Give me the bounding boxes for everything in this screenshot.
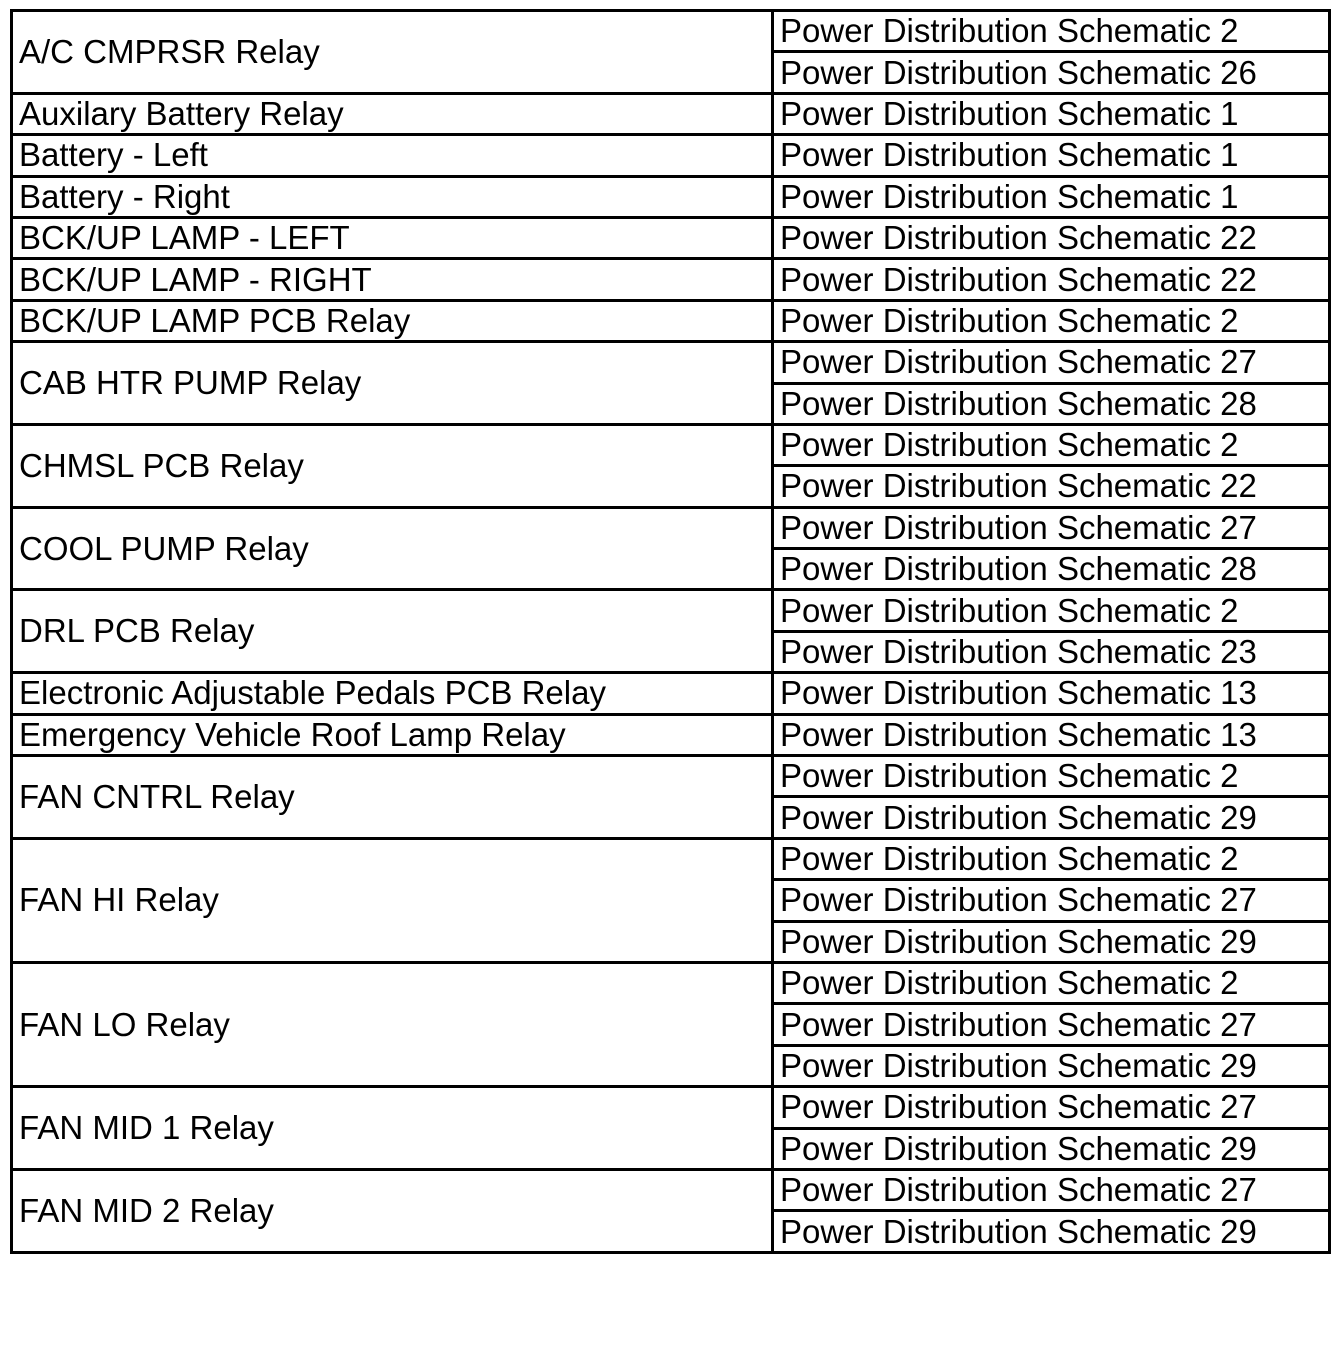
component-name-cell: FAN MID 1 Relay	[12, 1087, 773, 1170]
schematic-reference-cell: Power Distribution Schematic 2	[773, 300, 1330, 341]
component-name-cell: BCK/UP LAMP PCB Relay	[12, 300, 773, 341]
schematic-reference-cell: Power Distribution Schematic 29	[773, 1045, 1330, 1086]
component-name-cell: Emergency Vehicle Roof Lamp Relay	[12, 714, 773, 755]
component-name-cell: A/C CMPRSR Relay	[12, 11, 773, 94]
table-row	[12, 11, 1330, 52]
schematic-reference-cell: Power Distribution Schematic 29	[773, 1211, 1330, 1252]
schematic-reference-cell: Power Distribution Schematic 23	[773, 631, 1330, 672]
component-name-cell: BCK/UP LAMP - LEFT	[12, 217, 773, 258]
schematic-reference-cell: Power Distribution Schematic 2	[773, 424, 1330, 465]
schematic-reference-cell: Power Distribution Schematic 27	[773, 507, 1330, 548]
component-name-cell: Battery - Right	[12, 176, 773, 217]
table-row	[12, 673, 1330, 714]
schematic-reference-cell: Power Distribution Schematic 27	[773, 880, 1330, 921]
schematic-reference-cell: Power Distribution Schematic 1	[773, 135, 1330, 176]
component-name-cell: BCK/UP LAMP - RIGHT	[12, 259, 773, 300]
table-row	[12, 424, 1330, 465]
table-row	[12, 176, 1330, 217]
table-row	[12, 259, 1330, 300]
component-name-cell: CAB HTR PUMP Relay	[12, 342, 773, 425]
component-name-cell: DRL PCB Relay	[12, 590, 773, 673]
schematic-reference-cell: Power Distribution Schematic 22	[773, 217, 1330, 258]
schematic-reference-cell: Power Distribution Schematic 22	[773, 259, 1330, 300]
component-name-cell: Auxilary Battery Relay	[12, 93, 773, 134]
schematic-reference-cell: Power Distribution Schematic 2	[773, 838, 1330, 879]
component-name-cell: Electronic Adjustable Pedals PCB Relay	[12, 673, 773, 714]
schematic-reference-cell: Power Distribution Schematic 2	[773, 962, 1330, 1003]
schematic-reference-cell: Power Distribution Schematic 2	[773, 590, 1330, 631]
schematic-reference-cell: Power Distribution Schematic 13	[773, 673, 1330, 714]
table-row	[12, 590, 1330, 631]
schematic-reference-cell: Power Distribution Schematic 1	[773, 93, 1330, 134]
table-row	[12, 300, 1330, 341]
schematic-reference-cell: Power Distribution Schematic 27	[773, 1169, 1330, 1210]
component-name-cell: Battery - Left	[12, 135, 773, 176]
table-row	[12, 135, 1330, 176]
schematic-reference-cell: Power Distribution Schematic 29	[773, 797, 1330, 838]
table-row	[12, 838, 1330, 879]
component-schematic-table	[10, 9, 1331, 1254]
schematic-reference-cell: Power Distribution Schematic 28	[773, 383, 1330, 424]
table-row	[12, 217, 1330, 258]
schematic-reference-cell: Power Distribution Schematic 2	[773, 11, 1330, 52]
schematic-reference-cell: Power Distribution Schematic 27	[773, 1004, 1330, 1045]
schematic-reference-cell: Power Distribution Schematic 22	[773, 466, 1330, 507]
schematic-reference-cell: Power Distribution Schematic 29	[773, 921, 1330, 962]
table-row	[12, 1169, 1330, 1210]
schematic-reference-cell: Power Distribution Schematic 28	[773, 549, 1330, 590]
table-row	[12, 507, 1330, 548]
component-name-cell: FAN HI Relay	[12, 838, 773, 962]
table-row	[12, 756, 1330, 797]
component-name-cell: FAN CNTRL Relay	[12, 756, 773, 839]
table-row	[12, 714, 1330, 755]
table-body	[12, 11, 1330, 1253]
component-name-cell: FAN LO Relay	[12, 962, 773, 1086]
schematic-reference-cell: Power Distribution Schematic 1	[773, 176, 1330, 217]
table-row	[12, 342, 1330, 383]
schematic-reference-cell: Power Distribution Schematic 27	[773, 342, 1330, 383]
component-name-cell: FAN MID 2 Relay	[12, 1169, 773, 1252]
component-name-cell: CHMSL PCB Relay	[12, 424, 773, 507]
schematic-reference-cell: Power Distribution Schematic 29	[773, 1128, 1330, 1169]
table-row	[12, 93, 1330, 134]
component-name-cell: COOL PUMP Relay	[12, 507, 773, 590]
schematic-reference-cell: Power Distribution Schematic 27	[773, 1087, 1330, 1128]
schematic-reference-cell: Power Distribution Schematic 26	[773, 52, 1330, 93]
table-row	[12, 1087, 1330, 1128]
schematic-reference-cell: Power Distribution Schematic 13	[773, 714, 1330, 755]
table-row	[12, 962, 1330, 1003]
schematic-reference-cell: Power Distribution Schematic 2	[773, 756, 1330, 797]
